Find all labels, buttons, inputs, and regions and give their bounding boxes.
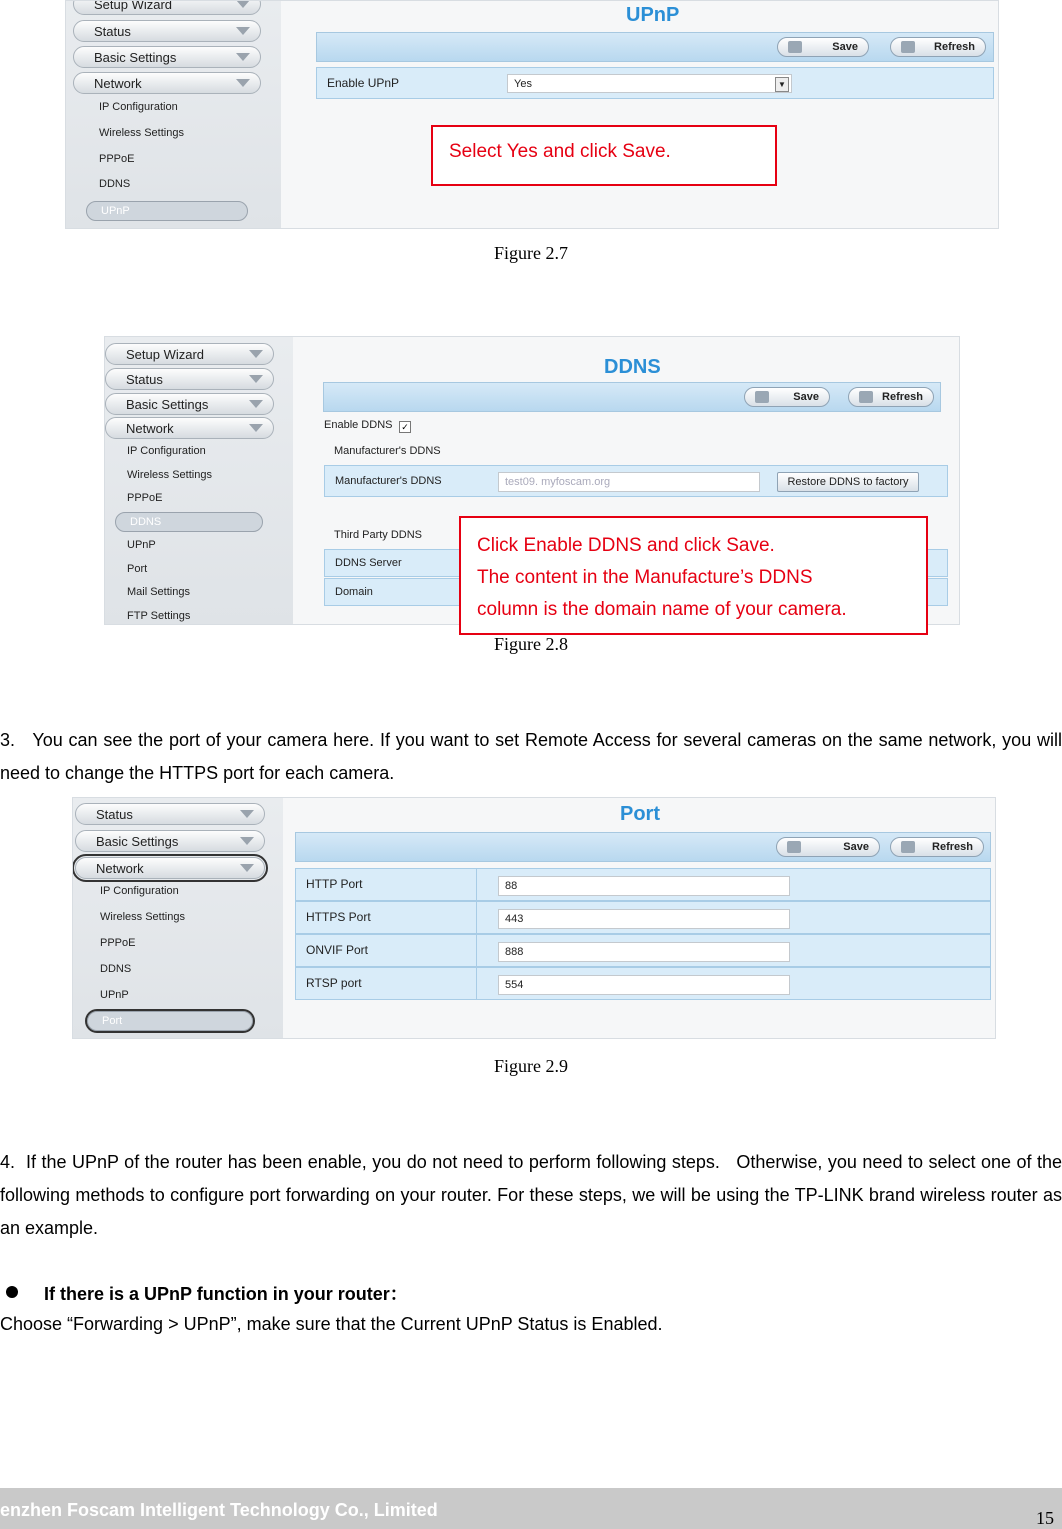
submenu-wireless-settings[interactable]: Wireless Settings — [100, 911, 185, 923]
chevron-down-icon — [236, 27, 250, 35]
restore-ddns-button[interactable]: Restore DDNS to factory — [777, 472, 919, 492]
table-row — [295, 868, 991, 901]
figure-2-7-screenshot — [65, 0, 999, 229]
menu-basic-settings[interactable]: Basic Settings — [73, 46, 261, 68]
submenu-upnp[interactable]: UPnP — [86, 201, 248, 221]
enable-ddns-checkbox[interactable]: ✓ — [399, 421, 411, 433]
chevron-down-icon — [240, 864, 254, 872]
chevron-down-icon — [249, 400, 263, 408]
https-port-input[interactable]: 443 — [498, 909, 790, 929]
chevron-down-icon — [236, 79, 250, 87]
menu-setup-wizard[interactable]: Setup Wizard — [73, 0, 261, 15]
toolbar — [323, 382, 941, 412]
submenu-wireless-settings[interactable]: Wireless Settings — [99, 127, 184, 139]
main-panel — [283, 798, 995, 1038]
submenu-mail-settings[interactable]: Mail Settings — [127, 586, 190, 598]
http-port-label: HTTP Port — [306, 877, 363, 891]
submenu-ddns[interactable]: DDNS — [115, 512, 263, 532]
bullet-text: Choose “Forwarding > UPnP”, make sure that the Current UPnP Status is Enabled. — [0, 1314, 663, 1334]
manufacturer-ddns-label: Manufacturer's DDNS — [335, 475, 442, 487]
paragraph-step-4: 4. If the UPnP of the router has been enable, you do not need to perform following steps. Otherwise, you need to select one of the following methods to configure port forwarding on your router. For these steps, we will be using the TP-LINK brand wireless router as an example. — [0, 1152, 1062, 1238]
https-port-label: HTTPS Port — [306, 910, 371, 924]
form-row-manufacturer-ddns — [324, 465, 948, 497]
refresh-button[interactable]: Refresh — [890, 837, 984, 857]
bullet-heading: If there is a UPnP function in your router： — [44, 1284, 408, 1304]
submenu-port[interactable]: Port — [127, 563, 148, 575]
toolbar — [316, 32, 994, 62]
refresh-icon — [901, 841, 915, 853]
save-icon — [788, 41, 802, 53]
submenu-ip-configuration[interactable]: IP Configuration — [99, 101, 178, 113]
figure-caption: Figure 2.9 — [494, 1056, 568, 1076]
page-footer — [0, 1488, 1062, 1529]
chevron-down-icon — [240, 837, 254, 845]
submenu-upnp[interactable]: UPnP — [127, 539, 156, 551]
submenu-ip-configuration[interactable]: IP Configuration — [127, 445, 206, 457]
page-title: Port — [620, 803, 660, 825]
figure-2-9-screenshot — [72, 797, 996, 1039]
refresh-icon — [901, 41, 915, 53]
menu-basic-settings[interactable]: Basic Settings — [105, 393, 274, 415]
rtsp-port-label: RTSP port — [306, 976, 362, 990]
menu-setup-wizard[interactable]: Setup Wizard — [105, 343, 274, 365]
table-row — [295, 967, 991, 1000]
figure-caption: Figure 2.7 — [494, 243, 568, 263]
chevron-down-icon: ▼ — [775, 77, 789, 92]
page-title: UPnP — [626, 4, 680, 26]
menu-status[interactable]: Status — [73, 20, 261, 42]
chevron-down-icon — [249, 375, 263, 383]
refresh-icon — [859, 391, 873, 403]
save-icon — [787, 841, 801, 853]
chevron-down-icon — [249, 350, 263, 358]
submenu-ftp-settings[interactable]: FTP Settings — [127, 610, 191, 622]
annotation-note: Click Enable DDNS and click Save. The content in the Manufacture’s DDNS column is the domain name of your camera. — [459, 516, 928, 635]
onvif-port-input[interactable]: 888 — [498, 942, 790, 962]
chevron-down-icon — [240, 810, 254, 818]
form-row-enable-upnp — [316, 67, 994, 99]
submenu-pppoe[interactable]: PPPoE — [99, 153, 135, 165]
menu-network[interactable]: Network — [75, 857, 265, 879]
save-button[interactable]: Save — [776, 837, 880, 857]
enable-ddns-label: Enable DDNS — [324, 419, 393, 431]
enable-upnp-label: Enable UPnP — [327, 76, 400, 90]
toolbar — [295, 832, 991, 862]
figure-caption: Figure 2.8 — [494, 634, 568, 654]
main-panel — [281, 1, 998, 228]
sidebar — [105, 337, 293, 624]
menu-status[interactable]: Status — [105, 368, 274, 390]
page-number: 15 — [1036, 1508, 1054, 1528]
manufacturer-ddns-field[interactable]: test09. myfoscam.org — [498, 472, 760, 492]
annotation-note: Select Yes and click Save. — [431, 125, 777, 186]
submenu-wireless-settings[interactable]: Wireless Settings — [127, 469, 212, 481]
section-manufacturer-ddns: Manufacturer's DDNS — [334, 445, 441, 457]
submenu-pppoe[interactable]: PPPoE — [127, 492, 163, 504]
paragraph-step-3: 3. You can see the port of your camera here. If you want to set Remote Access for several cameras on the same network, you will need to change the HTTPS port for each camera. — [0, 730, 1062, 783]
page-title: DDNS — [604, 356, 661, 378]
submenu-ip-configuration[interactable]: IP Configuration — [100, 885, 179, 897]
menu-basic-settings[interactable]: Basic Settings — [75, 830, 265, 852]
onvif-port-label: ONVIF Port — [306, 943, 369, 957]
submenu-ddns[interactable]: DDNS — [100, 963, 132, 975]
sidebar — [66, 1, 281, 228]
refresh-button[interactable]: Refresh — [890, 37, 986, 57]
table-row — [295, 901, 991, 934]
save-icon — [755, 391, 769, 403]
submenu-upnp[interactable]: UPnP — [100, 989, 129, 1001]
rtsp-port-input[interactable]: 554 — [498, 975, 790, 995]
enable-upnp-select[interactable]: Yes ▼ — [507, 74, 792, 93]
save-button[interactable]: Save — [777, 37, 869, 57]
chevron-down-icon — [236, 0, 250, 8]
section-third-party-ddns: Third Party DDNS — [334, 529, 423, 541]
menu-status[interactable]: Status — [75, 803, 265, 825]
bullet-dot-icon — [6, 1286, 18, 1298]
domain-label: Domain — [335, 586, 373, 598]
chevron-down-icon — [236, 53, 250, 61]
submenu-ddns[interactable]: DDNS — [99, 178, 131, 190]
sidebar — [73, 798, 283, 1038]
ddns-server-label: DDNS Server — [335, 557, 402, 569]
submenu-port[interactable]: Port — [87, 1011, 253, 1031]
http-port-input[interactable]: 88 — [498, 876, 790, 896]
refresh-button[interactable]: Refresh — [848, 387, 934, 407]
submenu-pppoe[interactable]: PPPoE — [100, 937, 136, 949]
save-button[interactable]: Save — [744, 387, 830, 407]
chevron-down-icon — [249, 424, 263, 432]
footer-company: enzhen Foscam Intelligent Technology Co., Limited — [0, 1500, 438, 1520]
table-row — [295, 934, 991, 967]
menu-network[interactable]: Network — [73, 72, 261, 94]
menu-network[interactable]: Network — [105, 417, 274, 439]
